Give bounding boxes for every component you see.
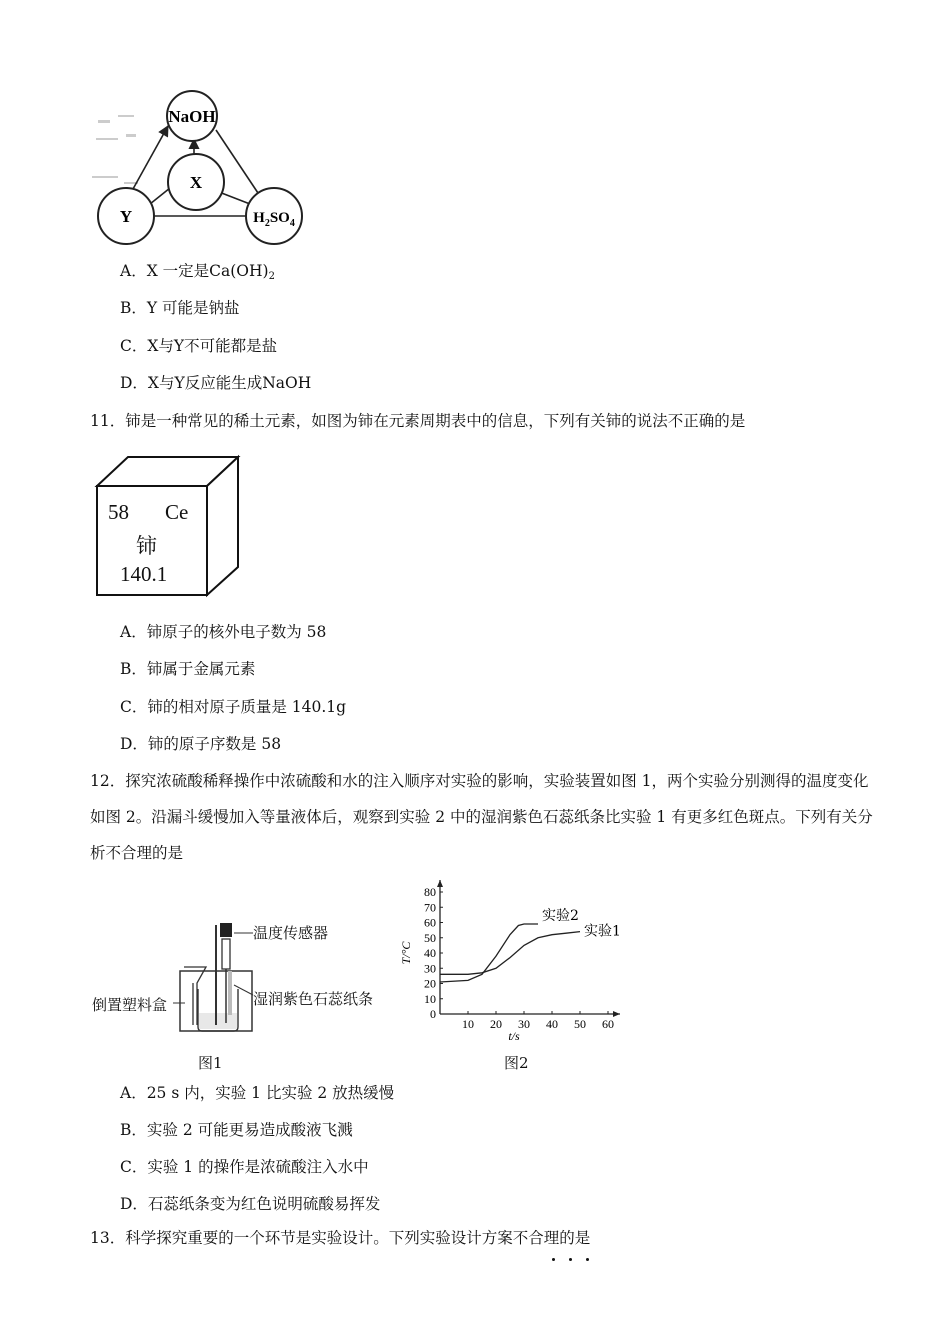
q12-option-c: C．实验 1 的操作是浓硫酸注入水中 bbox=[120, 1158, 369, 1176]
y-tick-label: 20 bbox=[424, 976, 436, 991]
q13-stem: 13．科学探究重要的一个环节是实验设计。下列实验设计方案不合理的是 bbox=[90, 1229, 591, 1247]
q11-option-d: D．铈的原子序数是 58 bbox=[120, 735, 282, 753]
y-axis-label: T/°C bbox=[399, 941, 413, 965]
x-axis-label: t/s bbox=[508, 1029, 520, 1043]
series-line-1 bbox=[440, 924, 538, 982]
q10-option-c: C．X与Y不可能都是盐 bbox=[120, 337, 278, 355]
naoh-label: NaOH bbox=[168, 107, 216, 126]
q11-option-c: C．铈的相对原子质量是 140.1g bbox=[120, 698, 347, 716]
x-tick-label: 50 bbox=[574, 1017, 586, 1031]
x-axis-arrow bbox=[613, 1011, 620, 1017]
q10-relation-diagram bbox=[88, 90, 318, 250]
q11-option-b: B．铈属于金属元素 bbox=[120, 660, 256, 678]
y-label: Y bbox=[119, 207, 133, 226]
figure1-caption: 图1 bbox=[198, 1054, 223, 1072]
x-tick-label: 30 bbox=[518, 1017, 530, 1031]
strip-leader bbox=[234, 985, 253, 995]
x-tick-label: 10 bbox=[462, 1017, 474, 1031]
q10-option-a: A．X 一定是$Ca(OH)_2$ bbox=[120, 262, 275, 282]
y-tick-label: 10 bbox=[424, 991, 436, 1006]
element-symbol: Ce bbox=[165, 500, 189, 524]
q10-option-b: B．Y 可能是钠盐 bbox=[120, 299, 240, 317]
sensor-label: 温度传感器 bbox=[253, 924, 329, 942]
strip-label: 湿润紫色石蕊纸条 bbox=[253, 990, 374, 1008]
q12-figure2-chart bbox=[398, 878, 638, 1043]
series-line-2 bbox=[440, 932, 580, 975]
series-label-2: 实验1 bbox=[584, 923, 621, 940]
series-label-1: 实验2 bbox=[542, 908, 579, 925]
y-tick-label: 60 bbox=[424, 915, 436, 930]
q11-stem: 11．铈是一种常见的稀土元素，如图为铈在元素周期表中的信息，下列有关铈的说法不正确的是 bbox=[90, 412, 746, 430]
x-tick-label: 60 bbox=[602, 1017, 614, 1031]
q13-emphasis: 不合理 bbox=[512, 1229, 560, 1247]
figure2-caption: 图2 bbox=[504, 1054, 529, 1072]
x-to-y-line bbox=[150, 188, 170, 204]
q11-option-a: A．铈原子的核外电子数为 58 bbox=[120, 623, 327, 641]
y-tick-label: 70 bbox=[424, 900, 436, 915]
x-tick-label: 40 bbox=[546, 1017, 558, 1031]
atomic-number: 58 bbox=[108, 500, 129, 524]
element-name: 铈 bbox=[136, 534, 157, 558]
q12-option-a: A．25 s 内，实验 1 比实验 2 放热缓慢 bbox=[120, 1084, 395, 1102]
x-to-h2so4-line bbox=[219, 192, 250, 204]
x-tick-label: 20 bbox=[490, 1017, 502, 1031]
y-tick-label: 30 bbox=[424, 961, 436, 976]
y-tick-label: 50 bbox=[424, 930, 436, 945]
box-label: 倒置塑料盒 bbox=[92, 996, 168, 1014]
atomic-mass: 140.1 bbox=[120, 562, 168, 586]
y-axis-arrow bbox=[437, 880, 443, 887]
q10-option-d: D．X与Y反应能生成NaOH bbox=[120, 374, 312, 392]
y-tick-label: 80 bbox=[424, 885, 436, 899]
x-label: X bbox=[189, 173, 203, 192]
emphasis-dots bbox=[545, 1246, 596, 1265]
scan-noise bbox=[92, 115, 138, 184]
h2so4-label: $H_2SO_4$ bbox=[253, 210, 295, 229]
q12-option-d: D．石蕊纸条变为红色说明硫酸易挥发 bbox=[120, 1195, 381, 1213]
y-tick-label: 40 bbox=[424, 946, 436, 960]
y-tick-label: 0 bbox=[430, 1007, 436, 1021]
q12-stem: 12．探究浓硫酸稀释操作中浓硫酸和水的注入顺序对实验的影响，实验装置如图 1，两个实验分别测得的温度变化如图 2。沿漏斗缓慢加入等量液体后，观察到实验 2 中的湿润紫色石蕊纸条比实验 1 有更多红色斑点。下列有关分析不合理的是 bbox=[90, 772, 873, 862]
q12-option-b: B．实验 2 可能更易造成酸液飞溅 bbox=[120, 1121, 353, 1139]
